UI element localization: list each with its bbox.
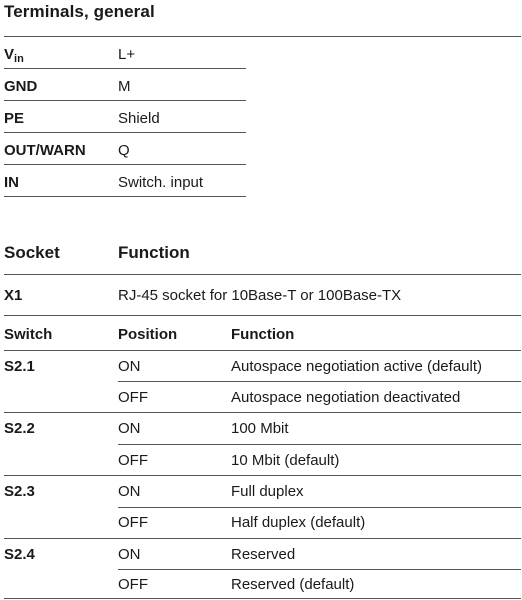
- switch-position: OFF: [118, 452, 148, 469]
- terminal-row-gnd: [4, 69, 246, 101]
- terminal-key: PE: [4, 110, 25, 127]
- switch-name: S2.4: [4, 546, 35, 563]
- switch-function: Autospace negotiation active (default): [231, 358, 482, 375]
- switch-function: 100 Mbit: [231, 420, 289, 437]
- function-header: Function: [231, 326, 295, 343]
- switch-header: Switch: [4, 326, 53, 343]
- switch-position: ON: [118, 483, 141, 500]
- socket-function-header: Function: [118, 243, 190, 262]
- switch-function: Half duplex (default): [231, 514, 366, 531]
- switch-header-rule: [4, 350, 521, 351]
- terminal-row-vin: [4, 37, 246, 69]
- group-rule: [4, 412, 521, 413]
- row-rule: [118, 444, 521, 445]
- switch-position: ON: [118, 358, 141, 375]
- switch-function: Reserved: [231, 546, 296, 563]
- terminal-value: M: [118, 78, 131, 95]
- socket-header-rule: [4, 274, 521, 275]
- row-rule: [118, 569, 521, 570]
- terminal-value: Q: [118, 142, 130, 159]
- switch-position: ON: [118, 546, 141, 563]
- switch-function: Reserved (default): [231, 576, 355, 593]
- row-rule: [118, 381, 521, 382]
- terminals-title: Terminals, general: [4, 2, 155, 21]
- terminal-key: GND: [4, 78, 38, 95]
- terminal-value: Shield: [118, 110, 160, 127]
- position-header: Position: [118, 326, 178, 343]
- terminal-row-pe: [4, 101, 246, 133]
- socket-value: RJ-45 socket for 10Base-T or 100Base-TX: [118, 287, 402, 304]
- switch-position: ON: [118, 420, 141, 437]
- switch-name: S2.3: [4, 483, 35, 500]
- socket-key: X1: [4, 287, 23, 304]
- terminal-key: $V_{in}$: [4, 46, 24, 65]
- switch-position: OFF: [118, 576, 148, 593]
- switch-function: 10 Mbit (default): [231, 452, 340, 469]
- switch-function: Full duplex: [231, 483, 304, 500]
- socket-row-rule: [4, 315, 521, 316]
- table-bottom-rule: [4, 598, 521, 599]
- terminal-key: OUT/WARN: [4, 142, 86, 159]
- row-rule: [118, 507, 521, 508]
- terminal-row-out-warn: [4, 133, 246, 165]
- switch-position: OFF: [118, 514, 148, 531]
- socket-header: Socket: [4, 243, 60, 262]
- group-rule: [4, 475, 521, 476]
- switch-name: S2.2: [4, 420, 35, 437]
- terminal-value: L+: [118, 46, 136, 63]
- terminal-key: IN: [4, 174, 19, 191]
- terminal-value: Switch. input: [118, 174, 204, 191]
- switch-function: Autospace negotiation deactivated: [231, 389, 461, 406]
- group-rule: [4, 538, 521, 539]
- switch-name: S2.1: [4, 358, 35, 375]
- switch-position: OFF: [118, 389, 148, 406]
- terminal-row-in: [4, 165, 246, 197]
